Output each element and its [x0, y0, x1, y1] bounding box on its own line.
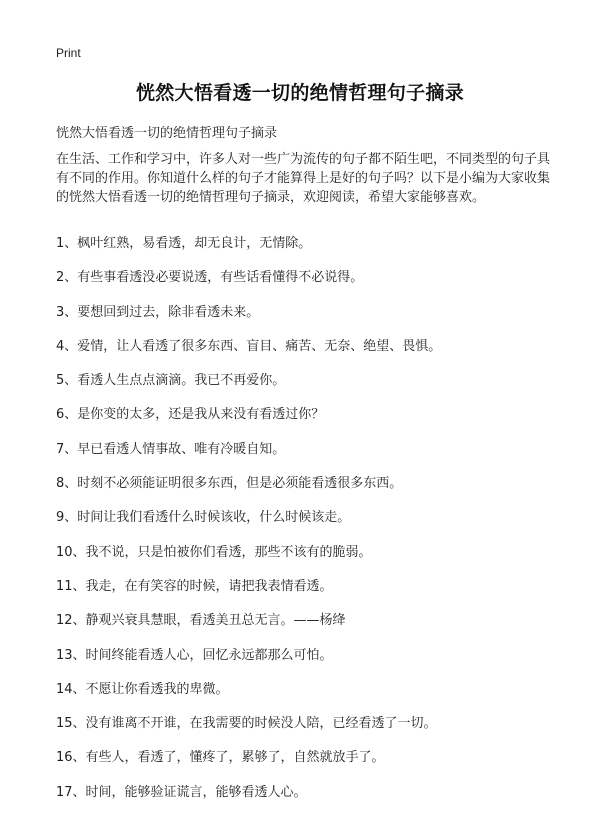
quote-item: 12、静观兴衰具慧眼，看透美丑总无言。——杨绛	[56, 613, 346, 629]
quote-item: 1、枫叶红熟，易看透，却无良计，无情除。	[56, 236, 312, 251]
quote-item: 6、是你变的太多，还是我从来没有看透过你？	[56, 407, 325, 423]
quote-item: 14、不愿让你看透我的卑微。	[56, 681, 229, 697]
quote-item: 15、没有谁离不开谁，在我需要的时候没人陪，已经看透了一切。	[56, 716, 437, 732]
quote-item: 3、要想回到过去，除非看透未来。	[56, 304, 260, 320]
quote-item: 13、时间终能看透人心，回忆永远都那么可怕。	[56, 647, 333, 663]
quote-item: 16、有些人，看透了，懂疼了，累够了，自然就放手了。	[56, 750, 385, 766]
article-title: 恍然大悟看透一切的绝情哲理句子摘录	[135, 82, 465, 104]
quote-item: 7、早已看透人情事故、唯有冷暖自知。	[56, 441, 286, 457]
quote-item: 5、看透人生点点滴滴。我已不再爱你。	[56, 373, 286, 389]
quote-list	[56, 236, 556, 819]
print-link[interactable]: Print	[56, 46, 81, 60]
quote-item: 8、时刻不必须能证明很多东西，但是必须能看透很多东西。	[56, 476, 403, 492]
quote-item: 2、有些事看透没必要说透，有些话看懂得不必说得。	[56, 270, 364, 286]
quote-item: 9、时间让我们看透什么时候该收，什么时候该走。	[56, 510, 351, 526]
quote-item: 4、爱情，让人看透了很多东西、盲目、痛苦、无奈、绝望、畏惧。	[56, 338, 442, 354]
article-subtitle: 恍然大悟看透一切的绝情哲理句子摘录	[56, 126, 278, 141]
quote-item: 10、我不说，只是怕被你们看透，那些不该有的脆弱。	[56, 544, 372, 560]
quote-item: 11、我走，在有笑容的时候，请把我表情看透。	[56, 578, 333, 594]
quote-item: 17、时间，能够验证谎言，能够看透人心。	[56, 784, 307, 800]
article-intro: 在生活、工作和学习中，许多人对一些广为流传的句子都不陌生吧，不同类型的句子具有不同的作用。你知道什么样的句子才能算得上是好的句子吗？以下是小编为大家收集的恍然大悟看透一切的绝情哲理句子摘录，欢迎阅读，希望大家能够喜欢。	[56, 152, 551, 205]
